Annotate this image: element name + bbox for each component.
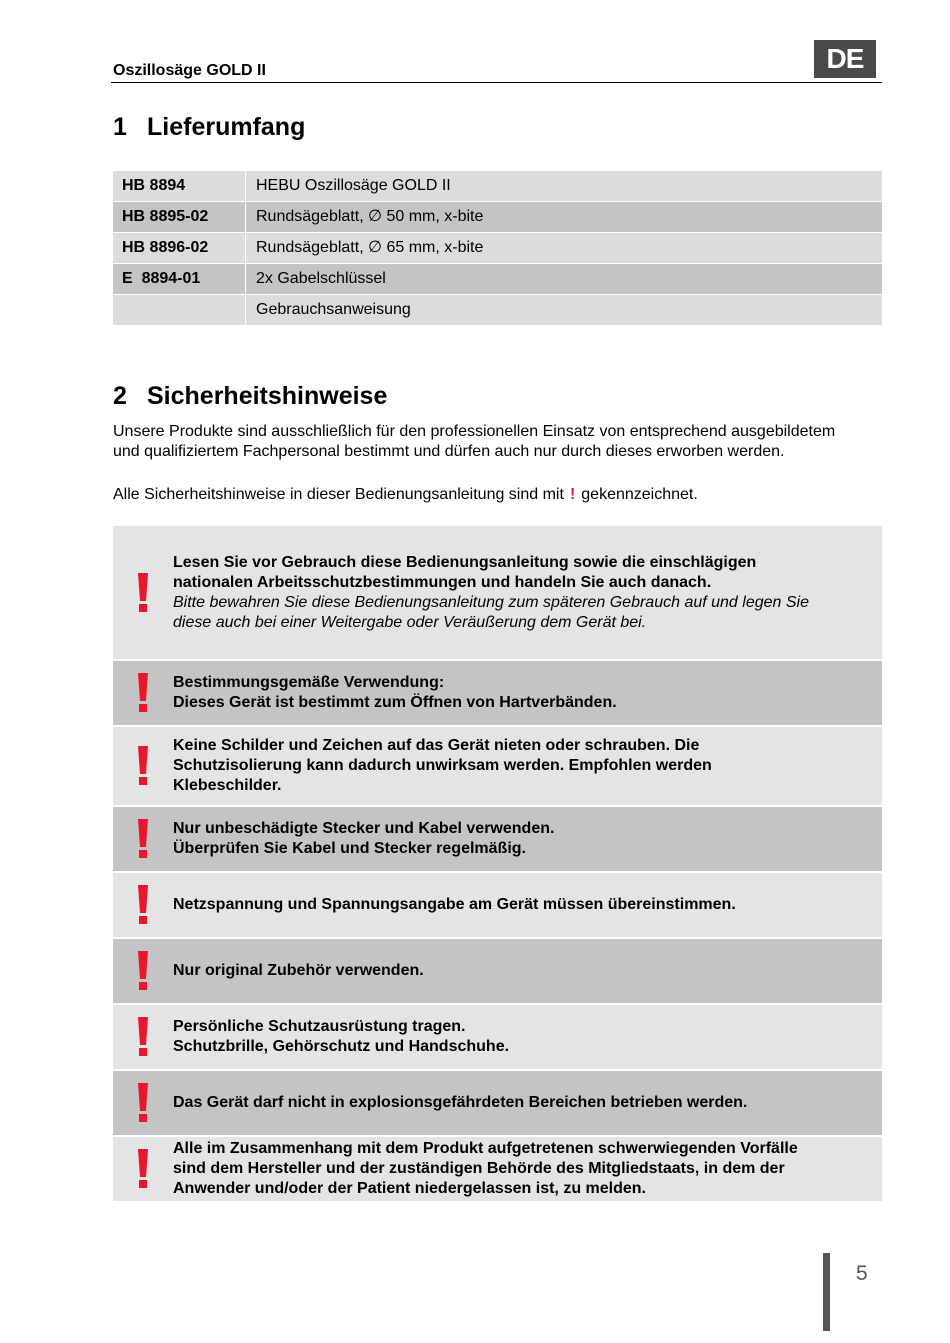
- warning-text: [173, 673, 882, 713]
- warning-line: Überprüfen Sie Kabel und Stecker regelmäßig.: [173, 840, 526, 857]
- warning-item: [113, 873, 882, 937]
- warning-text: [173, 895, 882, 915]
- warning-exclamation-icon: [113, 951, 173, 991]
- section-1-heading: [113, 113, 305, 142]
- header-divider: [111, 82, 882, 83]
- warning-line: Anwender und/oder der Patient niedergelassen ist, zu melden.: [173, 1180, 646, 1197]
- item-code: HB 8896-02: [113, 233, 246, 263]
- warning-item: [113, 807, 882, 871]
- warning-italic-line: diese auch bei einer Weitergabe oder Veräußerung dem Gerät bei.: [173, 613, 647, 631]
- warning-item: [113, 1071, 882, 1135]
- item-code: E 8894-01: [113, 264, 246, 294]
- warning-text: [173, 736, 882, 796]
- warning-line: Alle im Zusammenhang mit dem Produkt aufgetretenen schwerwiegenden Vorfälle: [173, 1140, 798, 1157]
- warning-line: sind dem Hersteller und der zuständigen Behörde des Mitgliedstaats, in dem der: [173, 1160, 785, 1177]
- warning-text: [173, 1093, 882, 1113]
- safety-note-text: gekennzeichnet.: [581, 486, 698, 503]
- warning-exclamation-icon: [113, 673, 173, 713]
- warning-exclamation-icon: [113, 573, 173, 613]
- item-description: 2x Gabelschlüssel: [256, 270, 386, 287]
- safety-note-text: Alle Sicherheitshinweise in dieser Bedienungsanleitung sind mit: [113, 486, 564, 503]
- document-header-title: Oszillosäge GOLD II: [113, 62, 266, 79]
- warning-line: Netzspannung und Spannungsangabe am Gerät müssen übereinstimmen.: [173, 896, 736, 913]
- delivery-scope-table: [113, 171, 882, 326]
- warning-text: [173, 819, 882, 859]
- warning-item: [113, 1137, 882, 1201]
- page-number-bar: [823, 1253, 830, 1331]
- warning-exclamation-icon: [113, 1083, 173, 1123]
- safety-note-paragraph: [113, 485, 913, 505]
- page-number: 5: [856, 1262, 868, 1285]
- item-code: [113, 295, 246, 325]
- warning-exclamation-icon: [113, 1149, 173, 1189]
- warning-text: [173, 553, 882, 633]
- item-code: HB 8895-02: [113, 202, 246, 232]
- safety-warnings-list: [113, 526, 882, 1203]
- warning-exclamation-icon: [113, 885, 173, 925]
- intro-paragraph: [113, 422, 913, 462]
- warning-line: Schutzbrille, Gehörschutz und Handschuhe.: [173, 1038, 510, 1055]
- item-description: Gebrauchsanweisung: [256, 301, 411, 318]
- table-row: [113, 171, 882, 201]
- language-badge: DE: [814, 40, 876, 78]
- warning-exclamation-icon: [113, 746, 173, 786]
- table-row: [113, 295, 882, 325]
- warning-line: Nur unbeschädigte Stecker und Kabel verwenden.: [173, 820, 555, 837]
- warning-item: [113, 661, 882, 725]
- intro-line: Unsere Produkte sind ausschließlich für den professionellen Einsatz von entsprechend ausgebildetem: [113, 423, 836, 440]
- warning-text: [173, 1139, 882, 1199]
- item-code: HB 8894: [113, 171, 246, 201]
- warning-line: Das Gerät darf nicht in explosionsgefährdeten Bereichen betrieben werden.: [173, 1094, 748, 1111]
- section-1-title: Lieferumfang: [147, 113, 306, 141]
- warning-exclamation-icon: [113, 1017, 173, 1057]
- warning-text: [173, 1017, 882, 1057]
- warning-italic-line: Bitte bewahren Sie diese Bedienungsanleitung zum späteren Gebrauch auf und legen Sie: [173, 593, 809, 611]
- table-row: [113, 264, 882, 294]
- exclamation-mark-icon: !: [569, 486, 576, 503]
- warning-item: [113, 939, 882, 1003]
- warning-line: Bestimmungsgemäße Verwendung:: [173, 674, 445, 691]
- warning-line: nationalen Arbeitsschutzbestimmungen und handeln Sie auch danach.: [173, 573, 712, 591]
- warning-line: Dieses Gerät ist bestimmt zum Öffnen von Hartverbänden.: [173, 694, 617, 711]
- intro-line: und qualifiziertem Fachpersonal bestimmt und dürfen auch nur durch dieses erworben werden.: [113, 443, 785, 460]
- table-row: [113, 233, 882, 263]
- warning-line: Keine Schilder und Zeichen auf das Gerät nieten oder schrauben. Die: [173, 737, 700, 754]
- warning-item: [113, 1005, 882, 1069]
- item-description: HEBU Oszillosäge GOLD II: [256, 177, 451, 194]
- table-row: [113, 202, 882, 232]
- warning-line: Klebeschilder.: [173, 777, 282, 794]
- warning-text: [173, 961, 882, 981]
- warning-item: [113, 727, 882, 805]
- section-1-number: 1: [113, 113, 127, 141]
- warning-line: Schutzisolierung kann dadurch unwirksam werden. Empfohlen werden: [173, 757, 712, 774]
- warning-line: Lesen Sie vor Gebrauch diese Bedienungsanleitung sowie die einschlägigen: [173, 553, 757, 571]
- item-description: Rundsägeblatt, ∅ 50 mm, x-bite: [256, 208, 484, 225]
- warning-line: Persönliche Schutzausrüstung tragen.: [173, 1018, 466, 1035]
- section-2-heading: [113, 382, 387, 411]
- section-2-title: Sicherheitshinweise: [147, 382, 388, 410]
- warning-item: [113, 526, 882, 659]
- section-2-number: 2: [113, 382, 127, 410]
- warning-line: Nur original Zubehör verwenden.: [173, 962, 424, 979]
- warning-exclamation-icon: [113, 819, 173, 859]
- item-description: Rundsägeblatt, ∅ 65 mm, x-bite: [256, 239, 484, 256]
